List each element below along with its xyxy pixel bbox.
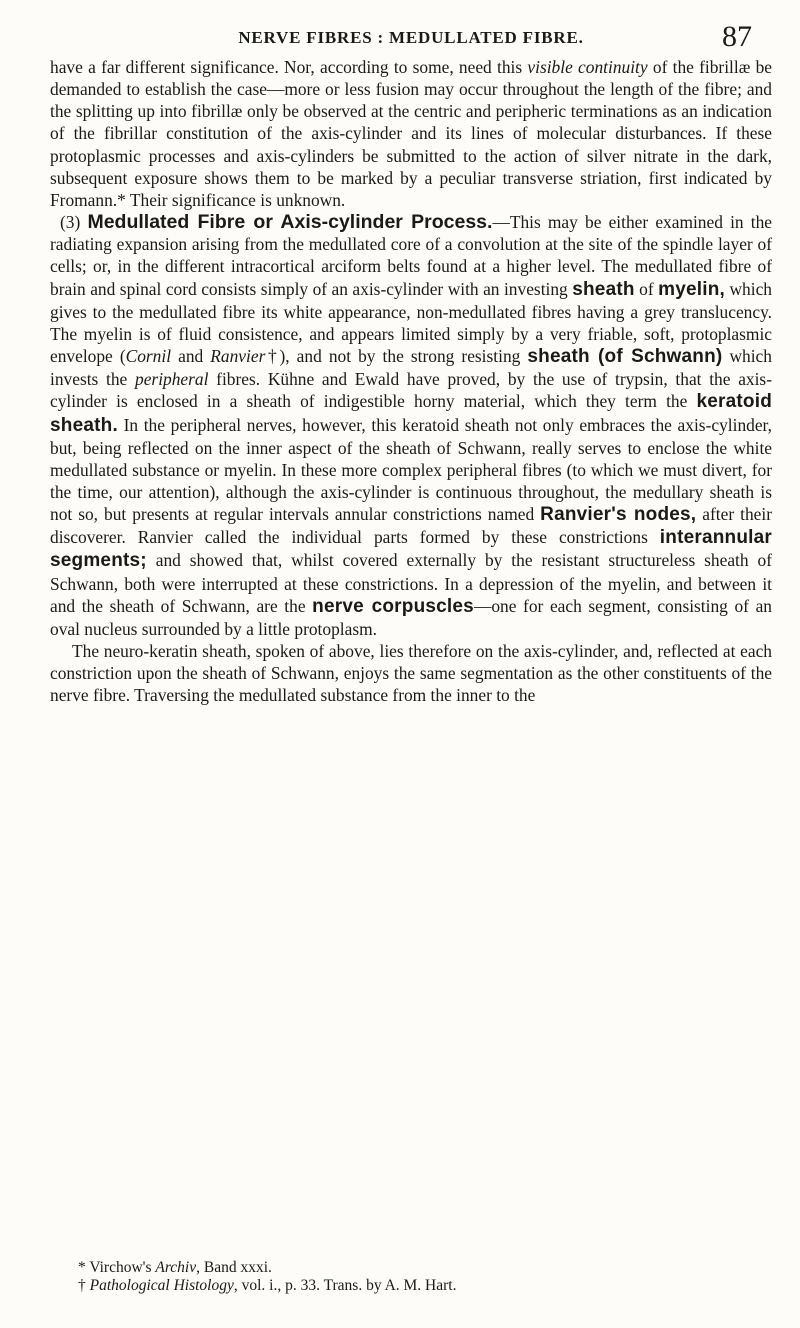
emphasis: Cornil (125, 346, 172, 367)
footnotes (78, 1259, 772, 1295)
text-run: In the peripheral nerves, however, this keratoid sheath not only embraces the axis-cylinder, but, being reflected on the inner aspect of the sheath of Schwann, really serves to enclose the white medullated substance or myelin. In these more complex peripheral fibres (to which we must divert, for the time, our attention), although the axis-cylinder is continuous throughout, the medullary sheath is not so, but presents at regular intervals annular constrictions named (50, 414, 772, 525)
text-run: , vol. i., p. 33. Trans. by A. M. Hart. (233, 1277, 457, 1294)
term-sheath: sheath (572, 278, 635, 300)
term-ranviers-nodes: Ranvier's nodes, (540, 504, 697, 526)
text-run: * Virchow's (78, 1259, 156, 1276)
emphasis: peripheral (135, 369, 209, 390)
text-run: and showed that, whilst covered externally by the resistant structureless sheath of Schwann, both were interrupted at these constrictions. In a depression of the myelin, and between it and the sheath of Schwann, are the (50, 550, 772, 616)
text-run: of (634, 278, 659, 299)
footnote-1 (78, 1259, 772, 1277)
emphasis: Pathological Histology (89, 1277, 234, 1294)
text-run: , Band xxxi. (196, 1259, 272, 1276)
text-run: —one for each segment, consisting of an oval nucleus surrounded by a little protoplasm. (50, 595, 772, 639)
text-run: † (78, 1277, 90, 1294)
page-header (50, 14, 772, 53)
text-run: after their discoverer. Ranvier called the individual parts formed by these constrictions (50, 504, 772, 548)
footnote-2 (78, 1277, 772, 1295)
body-text (50, 56, 772, 707)
section-heading: Medullated Fibre or Axis-cylinder Process. (87, 211, 493, 234)
section-number: (3) (60, 212, 81, 233)
text-run: which invests the (50, 346, 772, 390)
text-run: fibres. Kühne and Ewald have proved, by the use of trypsin, that the axis-cylinder is enclosed in a sheath of indigestible horny material, which they term the (50, 369, 772, 412)
text-run: †), and not by the strong resisting (265, 346, 528, 367)
running-head: NERVE FIBRES : MEDULLATED FIBRE. (238, 28, 584, 47)
text-run: which gives to the medullated fibre its white appearance, non-medullated fibres having a grey translucency. The myelin is of fluid consistence, and appears limited simply by a very friable, soft, protoplasmic envelope ( (50, 278, 772, 367)
text-run: —This may be either examined in the radiating expansion arising from the medullated core of a convolution at the site of the spindle layer of cells; or, in the different intracortical arciform belts found at a higher level. The medullated fibre of brain and spinal cord consists simply of an axis-cylinder with an investing (50, 212, 773, 299)
term-sheath-of-schwann: sheath (of Schwann) (527, 346, 723, 368)
paragraph-medullated-fibre (50, 211, 772, 640)
emphasis: Archiv (155, 1259, 197, 1276)
term-nerve-corpuscles: nerve corpuscles (312, 595, 474, 617)
text-run: of the fibrillæ be demanded to establish the case—more or less fusion may occur throughout the length of the fibre; and the splitting up into fibrillæ only be observed at the centric and peripheric terminations as an indication of the fibrillar constitution of the axis-cylinder and its lines of molecular disturbances. If these protoplasmic processes and axis-cylinders be submitted to the action of silver nitrate in the dark, subsequent exposure shows them to be marked by a peculiar transverse striation, first indicated by Fromann.* Their significance is unknown. (50, 57, 772, 210)
term-myelin: myelin, (658, 278, 726, 300)
emphasis: visible continuity (527, 57, 648, 77)
text-run: and (171, 346, 211, 367)
emphasis: Ranvier (210, 346, 266, 367)
term-interannular-segments: interannular segments; (50, 527, 772, 572)
paragraph-continued (50, 56, 772, 211)
term-keratoid-sheath: keratoid sheath. (50, 391, 772, 436)
text-run: The neuro-keratin sheath, spoken of above, lies therefore on the axis-cylinder, and, reflected at each constriction upon the sheath of Schwann, enjoys the same segmentation as the other constituents of the nerve fibre. Traversing the medullated substance from the inner to the (50, 641, 772, 706)
page-number: 87 (722, 20, 752, 53)
text-run: have a far different significance. Nor, according to some, need this (50, 57, 528, 77)
paragraph-neuro-keratin (50, 640, 772, 706)
